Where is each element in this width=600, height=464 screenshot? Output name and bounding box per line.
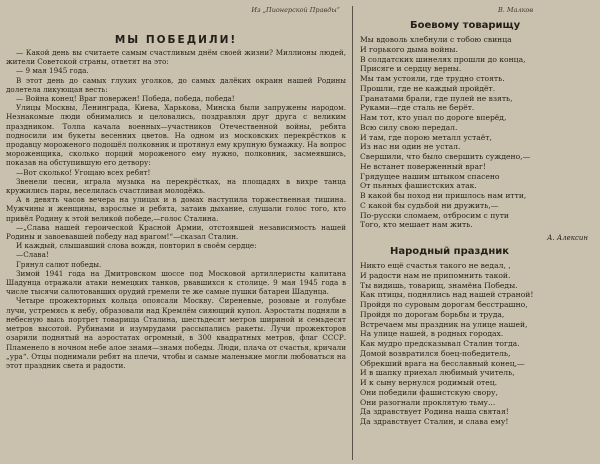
article-paragraph: В этот день до самых глухих уголков, до самых далёких окраин нашей Родины долетела ликующая весть: xyxy=(6,75,346,94)
poem-line: В какой бы поход ни пришлось нам итти, xyxy=(360,191,527,200)
poem-line: Не встанет поверженный враг! xyxy=(360,161,487,171)
article-paragraph: Зимой 1941 года на Дмитровском шоссе под Московой артиллеристы капитана Шадунца отражали атаки немецких танков, рвавшихся к столице. 9 мая 1945 года в числе тысячи салютовавших орудий гремели те же самые пушки батареи Шадунца. xyxy=(6,268,346,297)
article-paragraph: — Какой день вы считаете самым счастливым днём своей жизни? Миллионы людей, жители Советской страны, ответят на это: xyxy=(6,48,346,67)
poem-line: Ты видишь, товарищ, знамёна Победы. xyxy=(360,280,518,290)
poem-line: Как птицы, поднялись над нашей страной! xyxy=(360,290,534,300)
poem-line: Присяге и сердцу верны. xyxy=(360,64,462,74)
poem-line: И радости нам не припомнить такой. xyxy=(360,270,511,280)
article-paragraph: Улицы Москвы, Ленинграда, Киева, Харькова, Минска были запружены народом. Незнакомые люди обнимались и целовались, поздравляя друг друга с великим праздником. Толпа качала военных—участников Отечественной войны, ребята подносили им букеты весенних цветов. На одном из московских перекрёстков к продавцу мороженого подошёл полковник и протянул ему крупную бумажку. На вопрос мороженщика, сколько порций мороженого ему нужно, полковник, засмеявшись, показав на обступившую его детвору: xyxy=(6,103,346,168)
poem-title-national-holiday: Народный праздник xyxy=(390,246,510,257)
right-column xyxy=(360,6,594,427)
article-paragraph: —Вот сколько! Угощаю всех ребят! xyxy=(16,167,151,177)
poem-line: Как мудро предсказывал Сталин тогда. xyxy=(360,339,520,348)
right-source-credit: В. Малков xyxy=(498,6,534,14)
poem-line: Гранатами брали, где пулей не взять, xyxy=(360,93,513,103)
article-paragraph: — 9 мая 1945 года. xyxy=(16,66,89,76)
poem-line: На улице нашей, в родных городах. xyxy=(360,329,504,339)
article-paragraph: — Война конец! Враг повержен! Победа, победа, победа! xyxy=(16,94,235,104)
poem-line: Мы вдоволь хлебнули с тобою свинца xyxy=(360,35,512,44)
poem-line: Обрекший врага на бесславный конец,— xyxy=(360,358,525,368)
poem-line: И в шапку приехал любимый учитель, xyxy=(360,368,515,378)
article-body xyxy=(6,48,346,370)
poem-title-combat-comrade: Боевому товарищу xyxy=(410,20,521,31)
article-title: МЫ ПОБЕДИЛИ! xyxy=(114,34,238,46)
poem-line: Они победили фашистскую свору, xyxy=(360,387,498,397)
left-source-credit: Из „Пионерской Правды“ xyxy=(251,6,340,14)
poem-line: Нам тот, кто упал по дороге вперёд, xyxy=(360,113,507,122)
poem-line: И там, где порою металл устаёт, xyxy=(360,132,492,142)
poem-line: В солдатских шинелях прошли до конца, xyxy=(360,54,526,64)
poem-line: И к сыну вернулся родимый отец. xyxy=(360,378,498,387)
poem-line: С какой бы судьбой ни дружить,— xyxy=(360,200,499,210)
poem-line: Встречаем мы праздник на улице нашей, xyxy=(360,319,528,329)
left-header xyxy=(6,6,346,20)
poem-line: И горького дыма войны. xyxy=(360,44,458,54)
poem-line: Домой возвратился боец-победитель, xyxy=(360,348,511,358)
poem-author: А. Алексин xyxy=(547,234,588,242)
poem-line: Прошли, где не каждый пройдёт. xyxy=(360,83,496,93)
article-paragraph: —„Слава нашей героической Красной Армии, отстоявшей независимость нашей Родины и завоевавшей победу над врагом!“—сказал Сталин. xyxy=(6,222,346,242)
article-paragraph: Звенели песни, играла музыка на перекрёстках, на площадях в вихре танца кружились пары, веселилась счастливая молодёжь. xyxy=(6,176,346,196)
poem-line: Грядущее нашим штыком спасено xyxy=(360,171,500,181)
poem-line: Да здравствует Родина наша святая! xyxy=(360,407,509,417)
right-header xyxy=(360,6,594,20)
poem-line: Пройдя по суровым дорогам бесстрашно, xyxy=(360,300,528,309)
poem-line: Мы там устояли, где трудно стоять. xyxy=(360,74,505,83)
poem-line: Всю силу свою передал. xyxy=(360,122,458,132)
poem-line: Пройдя по дорогам борьбы и труда, xyxy=(360,309,505,319)
article-paragraph: —Слава! xyxy=(16,250,49,260)
poem-line: Свершили, что было свершить суждено,— xyxy=(360,152,531,161)
article-paragraph: А в девять часов вечера на улицах и в домах наступила торжественная тишина. Мужчины и женщины, взрослые и ребята, затаив дыхание, слушали голос того, кто привёл Родину к этой великой победе,—голос Сталина. xyxy=(6,195,346,223)
column-divider xyxy=(352,6,353,460)
poem-national-holiday xyxy=(360,261,594,427)
poem-line: От пьяных фашистских атак. xyxy=(360,181,477,191)
poem-line: Они разогнали проклятую тьму... xyxy=(360,397,496,407)
poem-line: Руками—где сталь не берёт. xyxy=(360,103,475,113)
poem-line: Да здравствует Сталин, и слава ему! xyxy=(360,417,509,426)
article-paragraph: Четыре прожекторных кольца опоясали Москву. Сиреневые, розовые и голубые лучи, устремясь к небу, образовали над Кремлём сияющий купол. Аэростаты подняли в небесную высь портрет товарища Сталина, шестьдесят метров шириной и семьдесят метров высотой. Рубинами и изумрудами рассыпались ракеты. Лучи прожекторов озарили поднятый на аэростатах огромный, в 300 квадратных метров, флаг СССР. Пламенело в ночном небе алое знамя—знамя победы. Люди, плача от счастья, кричали „ура“. Отцы поднимали ребят на плечи, чтобы и самые маленькие могли любоваться на этот праздник света и радости. xyxy=(6,296,346,370)
article-paragraph: Грянул салют победы. xyxy=(16,259,102,269)
left-article xyxy=(6,6,346,370)
poem-line: По-русски сломаем, отбросим с пути xyxy=(360,210,509,220)
poem-line: Того, кто мешает нам жить. xyxy=(360,220,473,230)
poem-line: Никто ещё счастья такого не ведал, , xyxy=(360,261,511,270)
article-paragraph: И каждый, слышавший слова вождя, повторил в своём сердце: xyxy=(16,241,257,251)
poem-combat-comrade xyxy=(360,35,594,230)
poem-line: Из нас ни один не устал. xyxy=(360,142,461,152)
